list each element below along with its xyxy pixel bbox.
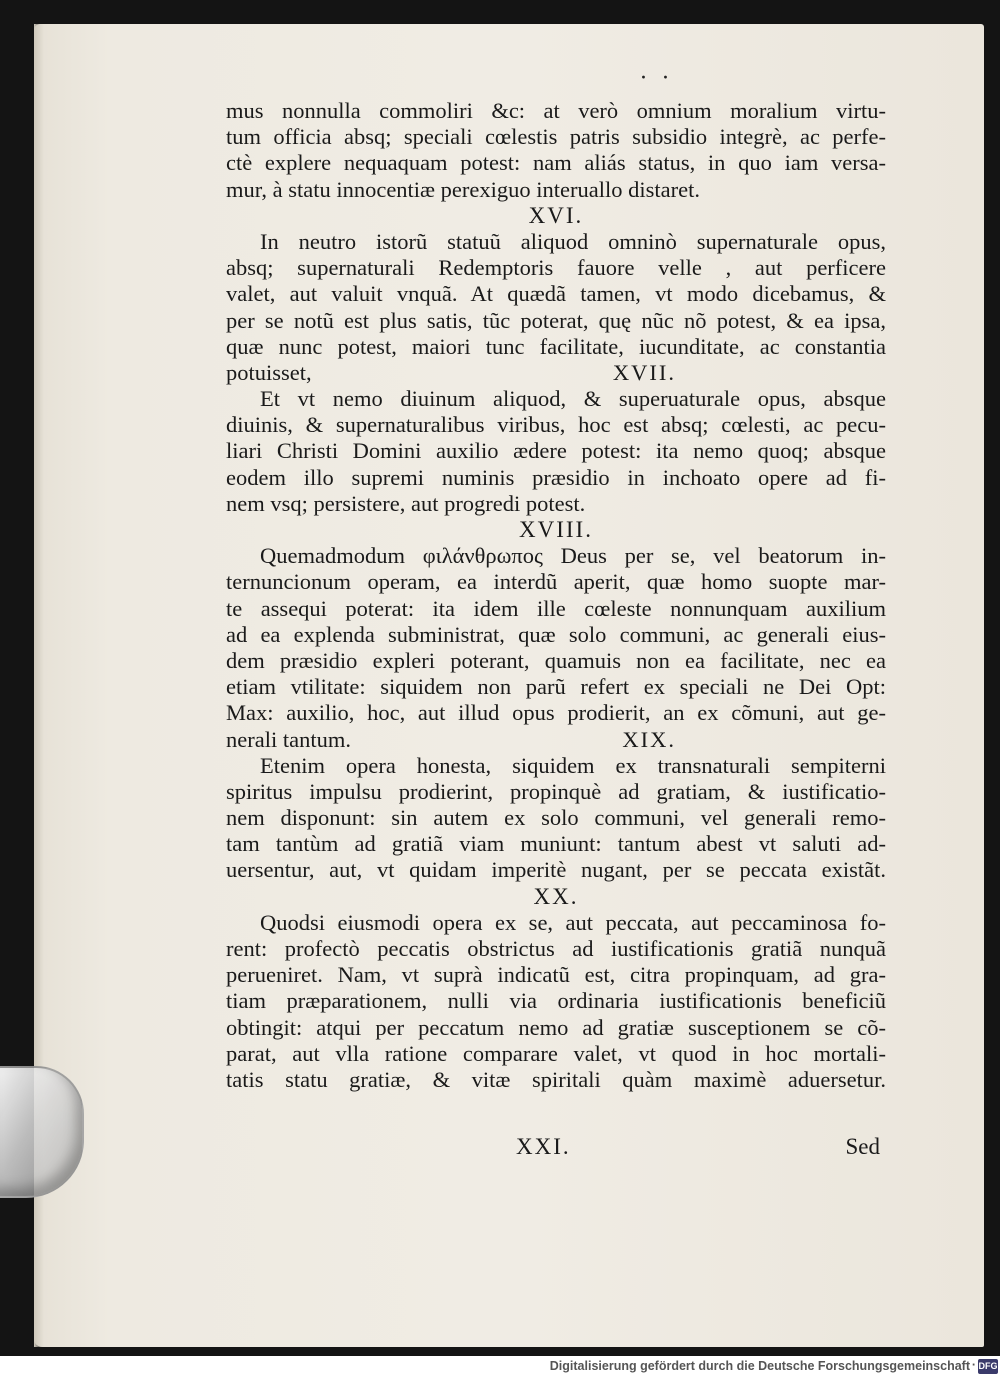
text-line: [226, 674, 886, 700]
text-line: [226, 491, 886, 517]
top-mark: · ·: [640, 66, 673, 91]
section-heading-xxi: XXI.: [516, 1134, 571, 1159]
line-text: mur, à statu innocentiæ perexiguo interuallo distaret.: [226, 176, 700, 202]
text-line: [226, 753, 886, 779]
line-text: Quodsi eiusmodi opera ex se, aut peccata, aut peccaminosa fo-: [260, 909, 886, 935]
line-text: Etenim opera honesta, siquidem ex transnaturali sempiterni: [260, 752, 886, 778]
text-line: [226, 124, 886, 150]
text-line: [226, 962, 886, 988]
line-text: per se notũ est plus satis, tũc poterat, quę nũc nõ potest, & ea ipsa,: [226, 307, 886, 333]
text-line: [226, 465, 886, 491]
dfg-logo-icon: DFG: [978, 1359, 998, 1374]
line-text: In neutro istorũ statuũ aliquod omninò supernaturale opus,: [260, 228, 886, 254]
section-heading: XIX.: [622, 726, 676, 752]
text-line: [226, 177, 886, 203]
line-text: obtingit: atqui per peccatum nemo ad gratiæ susceptionem se cõ-: [226, 1014, 886, 1040]
line-text: rent: profectò peccatis obstrictus ad iustificationis gratiã nunquã: [226, 936, 886, 961]
text-line: [226, 334, 886, 360]
text-line: [226, 857, 886, 883]
line-text: Quemadmodum φιλάνθρωπος Deus per se, vel beatorum in-: [260, 543, 886, 569]
line-text: perueniret. Nam, vt suprà indicatũ est, citra propinquam, ad gra-: [226, 962, 886, 988]
line-text: uersentur, aut, vt quidam imperitè nugant, per se peccata existãt.: [226, 857, 886, 883]
text-line: [226, 569, 886, 595]
line-text: spiritus impulsu prodierint, propinquè ad gratiam, & iustificatio-: [226, 778, 886, 804]
line-text: Et vt nemo diuinum aliquod, & superuaturale opus, absque: [260, 386, 886, 412]
line-text: parat, aut vlla ratione comparare valet, vt quod in hoc mortali-: [226, 1040, 886, 1066]
text-line: [226, 1067, 886, 1093]
footer-credit: Digitalisierung gefördert durch die Deutsche Forschungsgemeinschaft: [549, 1359, 970, 1373]
text-line: [226, 360, 886, 386]
line-text: tiam præparationem, nulli via ordinaria iustificationis beneficiũ: [226, 988, 886, 1014]
section-heading: XVII.: [612, 359, 676, 385]
text-line: [226, 779, 886, 805]
footer-separator: ·: [971, 1358, 976, 1372]
line-text: mus nonnulla commoliri &c: at verò omnium moralium virtu-: [226, 98, 886, 123]
line-text: diuinis, & supernaturalibus viribus, hoc est absq; cœlesti, ac pecu-: [226, 412, 886, 438]
line-text: ternuncionum operam, ea interdũ aperit, quæ homo suopte mar-: [226, 569, 886, 595]
line-text: tam tantùm ad gratiã viam muniunt: tantum abest vt saluti ad-: [226, 831, 886, 857]
line-text: ad ea explenda subministrat, quæ solo communi, ac generali eius-: [226, 621, 886, 647]
line-text: te assequi poterat: ita idem ille cœleste nonnunquam auxilium: [226, 595, 886, 621]
line-text: nerali tantum.: [226, 726, 351, 752]
line-text: liari Christi Domini auxilio ædere potest: ita nemo quoq; absque: [226, 438, 886, 464]
line-text: eodem illo supremi numinis præsidio in inchoato opere ad fi-: [226, 464, 886, 490]
text-line: [226, 596, 886, 622]
text-line: [226, 229, 886, 255]
section-heading: [226, 884, 886, 910]
catchword: Sed: [845, 1134, 880, 1159]
text-line: [226, 98, 886, 124]
text-line: [226, 648, 886, 674]
text-line: [226, 1015, 886, 1041]
text-line: [226, 936, 886, 962]
text-line: [226, 255, 886, 281]
text-line: [226, 1041, 886, 1067]
line-text: tum officia absq; speciali cœlestis patris subsidio integrè, ac perfe-: [226, 124, 886, 150]
text-line: [226, 831, 886, 857]
heading-text: XX.: [533, 883, 579, 909]
line-text: Max: auxilio, hoc, aut illud opus prodierit, an ex cõmuni, aut ge-: [226, 700, 886, 726]
heading-text: XVI.: [528, 202, 584, 228]
line-text: etiam vtilitate: siquidem non parũ refert ex speciali ne Dei Opt:: [226, 674, 886, 700]
section-heading: [226, 203, 886, 229]
line-text: tatis statu gratiæ, & vitæ spiritali quàm maximè aduersetur.: [226, 1066, 886, 1092]
text-line: [226, 412, 886, 438]
line-text: dem præsidio expleri poterant, quamuis non ea facilitate, nec ea: [226, 647, 886, 673]
text-line: [226, 805, 886, 831]
text-line: [226, 150, 886, 176]
line-text: nem disponunt: sin autem ex solo communi, vel generali remo-: [226, 805, 886, 831]
text-line: [226, 700, 886, 726]
text-line: [226, 308, 886, 334]
line-text: quæ nunc potest, maiori tunc facilitate, iucunditate, ac constantia: [226, 333, 886, 359]
page-text-block: [226, 98, 886, 1093]
text-line: [226, 988, 886, 1014]
text-line: [226, 727, 886, 753]
heading-text: XVIII.: [519, 517, 593, 542]
line-text: valet, aut valuit vnquã. At quædã tamen, vt modo dicebamus, &: [226, 281, 886, 307]
text-line: [226, 622, 886, 648]
text-line: [226, 281, 886, 307]
line-text: absq; supernaturali Redemptoris fauore velle , aut perficere: [226, 255, 886, 281]
text-line: [226, 438, 886, 464]
line-text: nem vsq; persistere, aut progredi potest.: [226, 490, 586, 516]
line-text: potuisset,: [226, 359, 312, 385]
text-line: [226, 543, 886, 569]
footer-bar: [0, 1356, 1000, 1378]
line-text: ctè explere nequaquam potest: nam aliás status, in quo iam versa-: [226, 150, 886, 176]
text-line: [226, 386, 886, 412]
text-line: [226, 910, 886, 936]
section-heading: [226, 517, 886, 543]
